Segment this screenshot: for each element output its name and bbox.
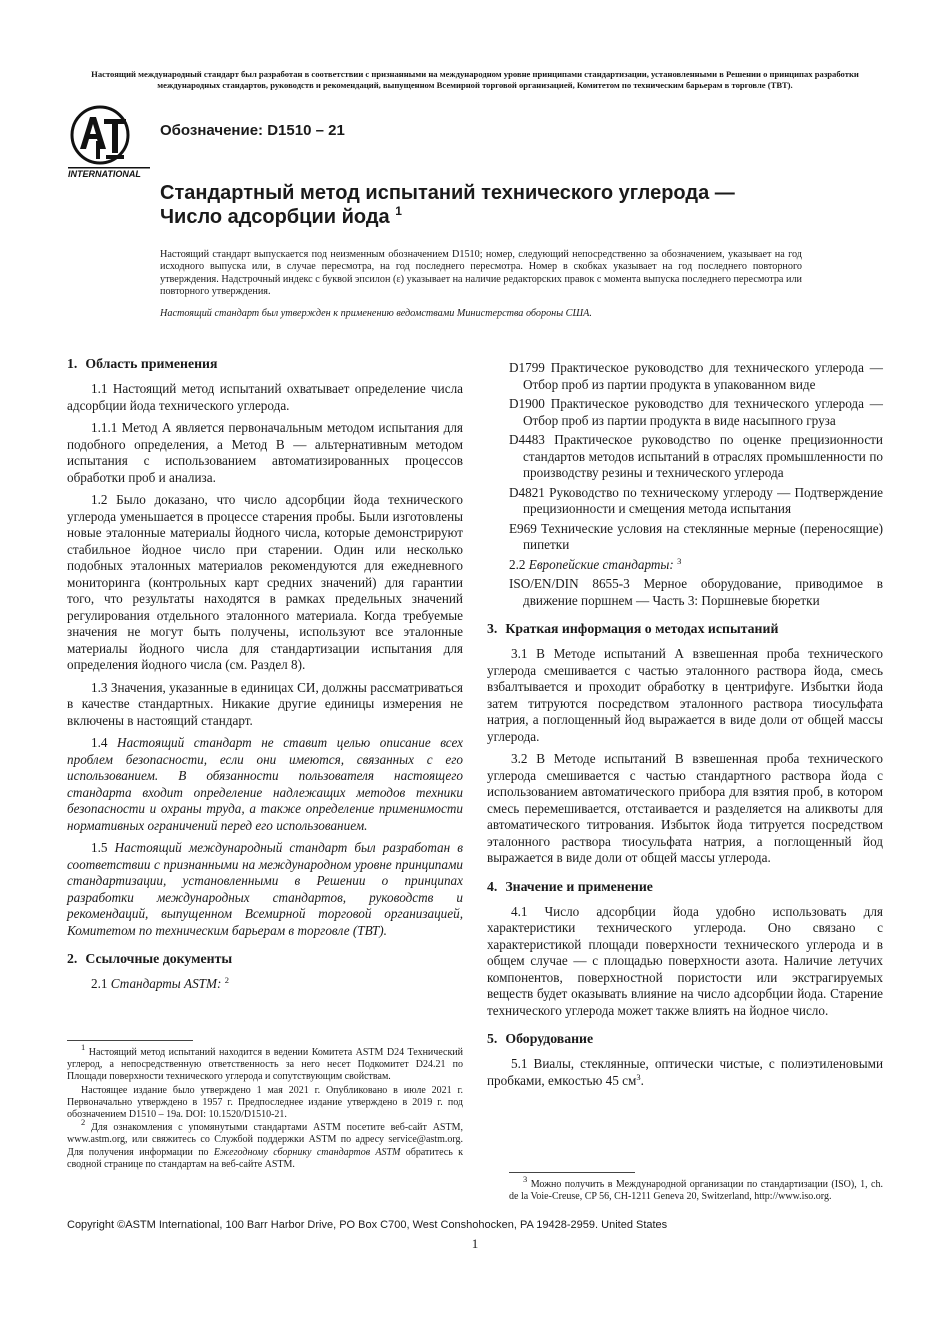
footnote-divider-right: [509, 1172, 635, 1173]
para-4-1: 4.1 Число адсорбции йода удобно использовать для характеристики технического углерода. Оно связано с характеристикой площади поверхности технического углерода и в общем случае — с площадью поверхности азота. Наличие летучих компонентов, поверхностной пористости или экстрагируемых веществ будет оказывать влияние на число адсорбции йода. Старение технического углерода может также влиять на йодное число.: [487, 903, 883, 1018]
section-4-heading: 4. Значение и применение: [487, 878, 653, 894]
para-5-1: 5.1 Виалы, стеклянные, оптически чистые, с полиэтиленовыми пробками, емкостью 45 $см^3$.: [487, 1056, 883, 1088]
ref-e969: E969 Технические условия на стеклянные мерные (переносящие) пипетки: [509, 520, 883, 552]
para-2-2: 2.2 Европейские стандарты: $^3$: [509, 555, 682, 572]
title-line-1: Стандартный метод испытаний технического углерода —: [160, 182, 735, 204]
para-1-5: 1.5 Настоящий международный стандарт был разработан в соответствии с признанными на международном уровне принципами стандартизации, установленными в Решении о принципах разработки международных стандартов, руководств и рекомендаций, выпущенном Всемирной торговой организацией, Комитетом по техническим барьерам в торговле (ТВТ).: [67, 840, 463, 938]
para-3-2: 3.2 В Методе испытаний В взвешенная проба технического углерода смешивается с частью стандартного раствора йода с использованием автоматического прибора для взятия проб, в котором смесь перемешивается, отстаивается и разделяется на аликвоты для автоматического титрования. Избыток йода титруется посредством эталонного раствора тиосульфата натрия, а поглощенный йод выражается в виде доли от общей массы углерода.: [487, 751, 883, 865]
para-3-1: 3.1 В Методе испытаний А взвешенная проба технического углерода смешивается с частью эталонного раствора йода, смесь взбалтывается и проходит обработку в центрифуге. Избытки йода затем титруются посредством эталонного раствора тиосульфата натрия, а поглощенный йод выражается в виде доли от общей массы углерода.: [487, 646, 883, 744]
section-5-heading: 5. Оборудование: [487, 1031, 594, 1046]
dod-note: Настоящий стандарт был утвержден к применению ведомствами Министерства обороны США.: [160, 308, 592, 319]
para-1-1: 1.1 Настоящий метод испытаний охватывает определение числа адсорбции йода технического углерода.: [67, 381, 463, 413]
footnotes-left: [67, 1040, 463, 1172]
footnote-3: $^3$ Можно получить в Международной организации по стандартизации (ISO), 1, ch. de la Voie-Creuse, CP 56, CH-1211 Geneva 20, Switzerland, http://www.iso.org.: [509, 1174, 883, 1203]
logo-subtext: INTERNATIONAL: [68, 169, 141, 179]
footnotes-right: [509, 1172, 883, 1203]
ref-d4483: D4483 Практическое руководство по оценке прецизионности стандартов методов испытаний в отраслях промышленности по производству резины и технического углерода: [509, 432, 883, 480]
astm-logo: [66, 105, 154, 181]
ref-d1900: D1900 Практическое руководство для технического углерода — Отбор проб из партии продукта в виде насыпного груза: [509, 396, 883, 428]
para-1-2: 1.2 Было доказано, что число адсорбции йода технического углерода уменьшается в процессе старения пробы. Были изготовлены новые эталонные материалы йодного числа, которые демонстрируют стабильное йодное число при старении. Один или несколько подобных эталонных материалов рекомендуются для ежедневного мониторинга (контрольных карт средних значений) для гарантии того, что результаты находятся в рамках предельных значений регулирования отдельного эталонного материала. Когда требуемые значения не могут быть получены, используют все эталонные материалы йодного числа для стандартизации испытания для определения йодного числа (см. Раздел 8).: [67, 492, 463, 672]
section-3-heading: 3. Краткая информация о методах испытаний: [487, 621, 779, 636]
ref-d1799: D1799 Практическое руководство для технического углерода — Отбор проб из партии продукта в упакованном виде: [509, 360, 883, 392]
footnote-2: $^2$ Для ознакомления с упомянутыми стандартами ASTM посетите веб-сайт ASTM, www.astm.org, или свяжитесь со Службой поддержки ASTM по адресу service@astm.org. Для получения информации по Ежегодному сборнику стандартов ASTM обратитесь к сводной странице по стандартам на веб-сайте ASTM.: [67, 1117, 463, 1170]
wto-notice: Настоящий международный стандарт был разработан в соответствии с признанными на международном уровне принципами стандартизации, установленными в Решении о принципах разработки международных стандартов, руководств и рекомендаций, выпущенном Всемирной торговой организацией, Комитетом по техническим барьерам в торговле (ТВТ).: [91, 69, 859, 90]
footnote-divider: [67, 1040, 193, 1041]
copyright-line: Copyright ©ASTM International, 100 Barr Harbor Drive, PO Box C700, West Conshohocken, PA 19428-2959. United States: [67, 1219, 668, 1231]
right-column: [487, 360, 883, 1095]
footnote-1-edition: Настоящее издание было утверждено 1 мая 2021 г. Опубликовано в июле 2021 г. Первоначально утверждено в 1957 г. Предпоследнее издание утверждено в 2019 г. под обозначением D1510 – 19a. DOI: 10.1520/D1510-21.: [67, 1084, 463, 1121]
title-footnote-mark: 1: [395, 204, 402, 218]
section-1-heading: 1. Область применения: [67, 356, 218, 371]
para-1-3: 1.3 Значения, указанные в единицах СИ, должны рассматриваться в качестве стандартных. Никакие другие единицы измерения не включены в настоящий стандарт.: [67, 679, 463, 728]
document-title: [160, 181, 860, 229]
designation: Обозначение: D1510 – 21: [160, 122, 345, 139]
left-column: [67, 356, 463, 999]
title-line-2-text: Число адсорбции йода: [160, 206, 390, 228]
para-1-4: 1.4 Настоящий стандарт не ставит целью описание всех проблем безопасности, если они имеются, связанных с его использованием. В обязанности пользователя настоящего стандарта входит определение надлежащих методов техники безопасности и охраны труда, а также определение применимости нормативных ограничений перед его использованием.: [67, 735, 463, 833]
title-line-2: [160, 205, 860, 229]
footnote-1: $^1$ Настоящий метод испытаний находится в ведении Комитета ASTM D24 Технический углерод, а непосредственную ответственность за него несет Подкомитет D24.21 по Площади поверхности технического углерода и сопутствующим свойствам.: [67, 1042, 464, 1083]
astm-ref-list: [487, 360, 883, 609]
section-2-heading: 2. Ссылочные документы: [67, 951, 233, 966]
ref-d4821: D4821 Руководство по техническому углероду — Подтверждение прецизионности и смещения метода испытания: [509, 484, 883, 516]
para-2-1: 2.1 Стандарты ASTM: $^2$: [91, 975, 229, 991]
para-1-1-1: 1.1.1 Метод А является первоначальным методом испытания для подобного определения, а Метод В — альтернативным методом испытания с использованием автоматизированных процессов обработки проб и анализа.: [67, 420, 463, 485]
ref-iso-8655-3: ISO/EN/DIN 8655-3 Мерное оборудование, приводимое в движение поршнем — Часть 3: Поршневые бюретки: [509, 576, 883, 608]
page-number: 1: [471, 1236, 479, 1251]
issuance-note: Настоящий стандарт выпускается под неизменным обозначением D1510; номер, следующий непосредственно за обозначением, указывает на год исходного выпуска или, в случае пересмотра, на год последнего пересмотра. Номер в скобках указывает на год последнего повторного утверждения. Надстрочный индекс с буквой эпсилон (ε) указывает на наличие редакторских правок с момента выпуска последнего пересмотра или повторного утверждения.: [160, 249, 802, 298]
